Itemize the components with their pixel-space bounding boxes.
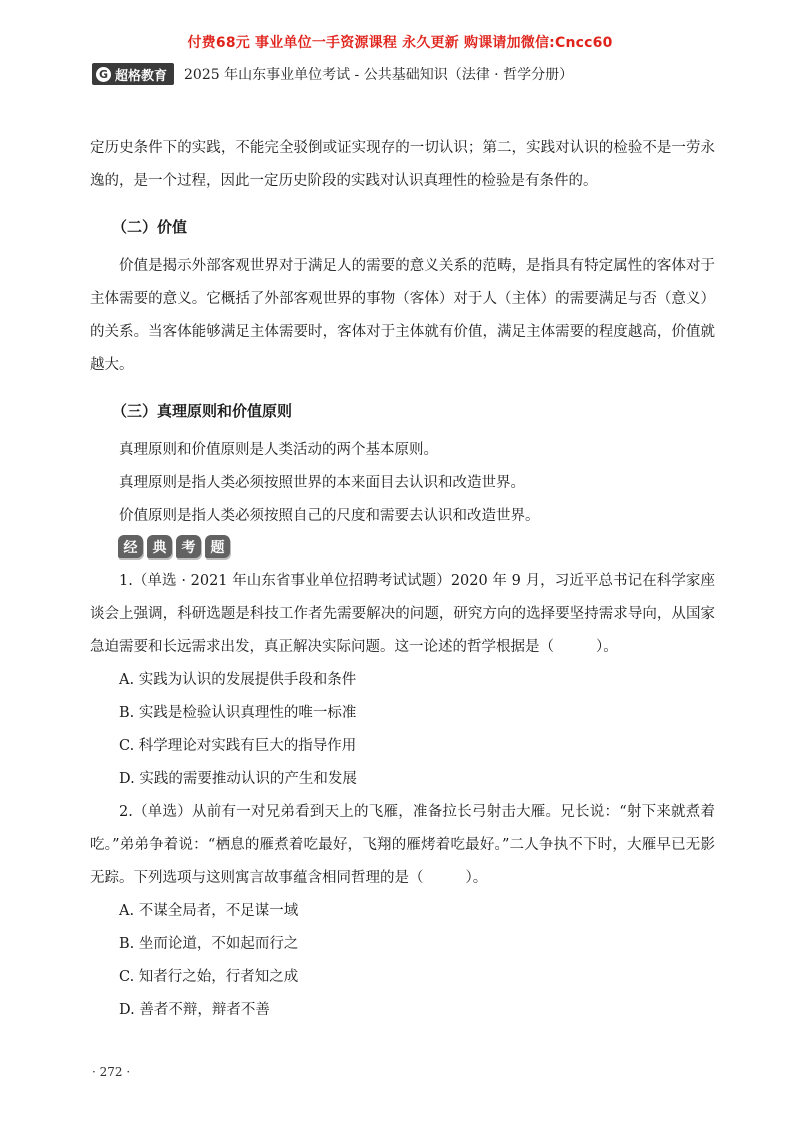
promo-banner: 付费68元 事业单位一手资源课程 永久更新 购课请加微信:Cncc60	[187, 35, 613, 51]
page-content	[90, 132, 715, 1027]
tag-char: 考	[176, 535, 201, 558]
question-2-option-a: A. 不谋全局者，不足谋一域	[119, 903, 299, 919]
question-2-end: ）。	[465, 870, 488, 886]
question-1-option-c: C. 科学理论对实践有巨大的指导作用	[119, 738, 357, 754]
paragraph-continuation: 定历史条件下的实践，不能完全驳倒或证实现存的一切认识；第二，实践对认识的检验不是一劳永逸的，是一个过程，因此一定历史阶段的实践对认识真理性的检验是有条件的。	[90, 140, 715, 189]
page-number: · 272 ·	[92, 1065, 131, 1079]
question-2-option-c: C. 知者行之始，行者知之成	[119, 969, 299, 985]
paragraph-truth-principle: 真理原则是指人类必须按照世界的本来面目去认识和改造世界。	[119, 475, 525, 491]
question-1-stem	[90, 565, 715, 664]
question-2-text: 2.（单选）从前有一对兄弟看到天上的飞雁，准备拉长弓射击大雁。兄长说：“射下来就煮着吃。”弟弟争着说：“栖息的雁煮着吃最好，飞翔的雁烤着吃最好。”二人争执不下时，大雁早已无影无踪。下列选项与这则寓言故事蕴含相同哲理的是（	[90, 804, 715, 886]
classic-exam-tag	[118, 535, 715, 561]
section-heading-principles: （三）真理原则和价值原则	[112, 402, 293, 420]
tag-char: 经	[118, 535, 143, 558]
question-1-text: 1.（单选 · 2021 年山东省事业单位招聘考试试题）2020 年 9 月，习近平总书记在科学家座谈会上强调，科研选题是科技工作者先需要解决的问题，研究方向的选择要坚持需求导向，从国家急迫需要和长远需求出发，真正解决实际问题。这一论述的哲学根据是（	[90, 573, 715, 655]
logo-g-icon: G	[96, 67, 111, 82]
question-2-option-b: B. 坐而论道，不如起而行之	[119, 936, 299, 952]
paragraph-value-principle: 价值原则是指人类必须按照自己的尺度和需要去认识和改造世界。	[119, 508, 540, 524]
publisher-logo	[92, 63, 174, 85]
question-1-option-a: A. 实践为认识的发展提供手段和条件	[119, 672, 357, 688]
paragraph-principles-intro: 真理原则和价值原则是人类活动的两个基本原则。	[119, 442, 438, 458]
document-title: 2025 年山东事业单位考试 - 公共基础知识（法律 · 哲学分册）	[184, 67, 574, 83]
question-1-end: ）。	[596, 639, 618, 655]
tag-char: 题	[205, 535, 230, 558]
paragraph-value: 价值是揭示外部客观世界对于满足人的需要的意义关系的范畴，是指具有特定属性的客体对于主体需要的意义。它概括了外部客观世界的事物（客体）对于人（主体）的需要满足与否（意义）的关系。当客体能够满足主体需要时，客体对于主体就有价值，满足主体需要的程度越高，价值就越大。	[90, 258, 715, 373]
question-2-option-d: D. 善者不辩，辩者不善	[119, 1002, 270, 1018]
question-2-stem	[90, 796, 715, 895]
tag-char: 典	[147, 535, 172, 558]
section-heading-value: （二）价值	[112, 218, 188, 236]
question-1-option-d: D. 实践的需要推动认识的产生和发展	[119, 771, 357, 787]
page-header	[92, 63, 573, 85]
question-1-option-b: B. 实践是检验认识真理性的唯一标准	[119, 705, 357, 721]
logo-text: 超格教育	[115, 68, 168, 84]
